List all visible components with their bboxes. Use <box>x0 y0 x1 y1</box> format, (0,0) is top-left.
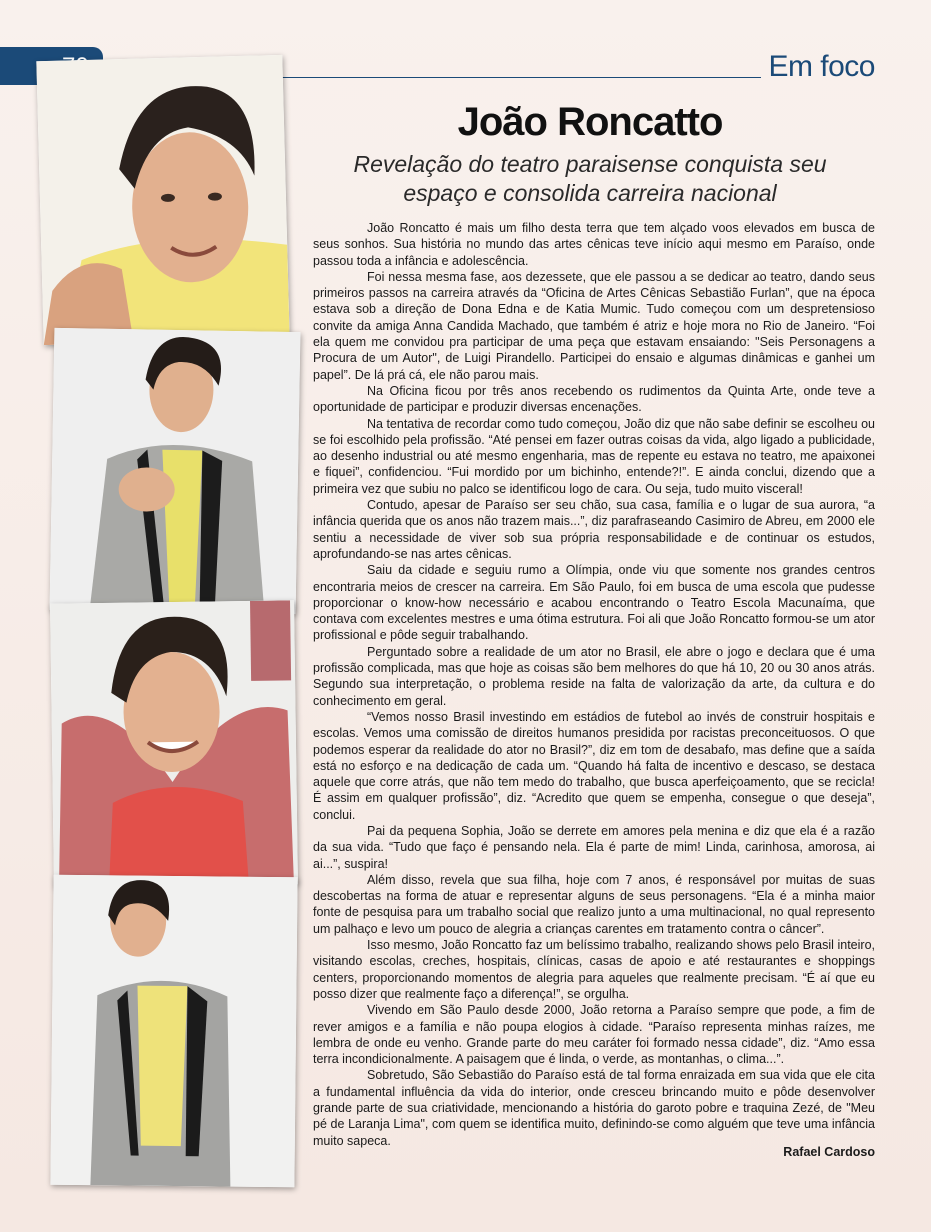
article-body <box>313 220 875 1149</box>
photo-portrait-2 <box>50 328 301 614</box>
subtitle-line-1: Revelação do teatro paraisense conquista seu <box>353 151 827 177</box>
paragraph: Na Oficina ficou por três anos recebendo os rudimentos da Quinta Arte, onde teve a oportunidade de participar e produzir diversas encenações. <box>313 383 875 415</box>
paragraph: Vivendo em São Paulo desde 2000, João retorna a Paraíso sempre que pode, a fim de rever amigos e a família e não poupa elogios à cidade. “Paraíso representa minhas raízes, me lembra de onde eu venho. Grande parte do meu caráter foi formado nessa cidade”, diz. “Amo essa terra incondicionalmente. A paisagem que é linda, o verde, as montanhas, o clima...”. <box>313 1003 875 1067</box>
subtitle-line-2: espaço e consolida carreira nacional <box>403 180 777 206</box>
paragraph: Contudo, apesar de Paraíso ser seu chão, sua casa, família e o lugar de sua aurora, “a infância querida que os anos não trazem mais...”, diz parafraseando Casimiro de Abreu, em 2000 ele sentiu a necessidade de viver sob sua própria responsabilidade e de continuar os estudos, aprofundando-se nas artes cênicas. <box>313 498 875 561</box>
paragraph: Isso mesmo, João Roncatto faz um belíssimo trabalho, realizando shows pelo Brasil inteiro, visitando escolas, creches, hospitais, clínicas, casas de apoio e até restaurantes e shoppings centers, proporcionando momentos de alegria para aqueles que realmente precisam. “É aí que eu posso dizer que realmente faço a diferença!”, se orgulha. <box>313 938 875 1001</box>
paragraph: Na tentativa de recordar como tudo começou, João diz que não sabe definir se escolheu ou se foi escolhido pela profissão. “Até pensei em fazer outras coisas da vida, algo ligado a publicidade, ao desenho industrial ou até mesmo engenharia, mas de repente eu estava no teatro, me apaixonei e fiquei”, confidenciou. “Fui mordido por um bichinho, entende?!”. E ainda conclui, dizendo que a primeira vez que subiu no palco se identificou logo de cara. Ou seja, tudo muito visceral! <box>313 416 875 496</box>
article-title: João Roncatto <box>457 100 723 144</box>
photo-portrait-3 <box>50 600 298 887</box>
paragraph: Foi nessa mesma fase, aos dezessete, que ele passou a se dedicar ao teatro, dando seus primeiros passos na carreira através da “Oficina de Artes Cênicas Sebastião Furlan”, que na época estava sob a direção de Dona Edna e de Katia Mumic. Tudo começou com um despretensioso convite da amiga Anna Candida Machado, que também é atriz e hoje mora no Rio de Janeiro. “Foi ela quem me convidou pra participar de uma peça que estavam ensaiando: "Seis Personagens a Procura de um Autor", de Luigi Pirandello. Participei do ensaio e algumas dinâmicas e ganhei um papel”. De lá prá cá, ele não parou mais. <box>313 269 875 382</box>
photo-portrait-4 <box>50 875 297 1188</box>
author-byline: Rafael Cardoso <box>783 1145 875 1159</box>
paragraph: Perguntado sobre a realidade de um ator no Brasil, ele abre o jogo e declara que é uma profissão complicada, mas que hoje as coisas são bem melhores do que há 10, 20 ou 30 anos atrás. Segundo sua interpretação, o problema reside na falta de valorização da arte, da cultura e do conhecimento em geral. <box>313 644 875 708</box>
paragraph: “Vemos nosso Brasil investindo em estádios de futebol ao invés de construir hospitais e escolas. Vemos uma comissão de direitos humanos presidida por racistas preconceituosos. O que podemos esperar da realidade do ator no Brasil?”, diz em tom de desabafo, mas define que a saída está no esforço e na dedicação de cada um. “Quando há falta de incentivo e descaso, se destaca aquele que corre atrás, que não tem medo do trabalho, que busca aperfeiçoamento, que se recicla! É assim em qualquer profissão”, diz. “Acredito que quem se empenha, consegue o que deseja”, conclui. <box>313 709 875 822</box>
paragraph: Além disso, revela que sua filha, hoje com 7 anos, é responsável por muitas de suas descobertas na forma de atuar e representar alguns de seus personagens. “Ela é a minha maior fonte de pesquisa para um trabalho social que realizo junto a uma multinacional, no qual represento um palhaço e levo um pouco de alegria a crianças carentes em tratamento contra o câncer”. <box>313 872 875 936</box>
paragraph: João Roncatto é mais um filho desta terra que tem alçado voos elevados em busca de seus sonhos. Sua história no mundo das artes cênicas teve início aqui mesmo em Paraíso, onde passou toda a infância e adolescência. <box>313 221 875 268</box>
section-title: Em foco <box>768 50 875 83</box>
paragraph: Pai da pequena Sophia, João se derrete em amores pela menina e diz que ela é a razão da sua vida. “Tudo que faço é pensando nela. Ela é parte de mim! Linda, carinhosa, amorosa, ai ai...”, suspira! <box>313 823 875 871</box>
article-subtitle <box>330 150 850 208</box>
paragraph: Saiu da cidade e seguiu rumo a Olímpia, onde viu que somente nos grandes centros encontraria meios de crescer na carreira. Em São Paulo, foi em busca de uma escola que pudesse proporcionar o know-how necessário e acabou encontrando o Teatro Escola Macunaíma, que contava com excelentes mestres e uma ótima estrutura. Foi ali que João Roncatto formou-se um ator profissional e pôde seguir trabalhando. <box>313 563 875 643</box>
paragraph: Sobretudo, São Sebastião do Paraíso está de tal forma enraizada em sua vida que ele cita a fundamental influência da vida do interior, onde cresceu brincando muito e pôde desenvolver grande parte de sua criatividade, mencionando a história do garoto pobre e traquina Zezé, de "Meu pé de Laranja Lima", com quem se identifica muito, definindo-se como alguém que teve uma infância muito sapeca. <box>313 1068 875 1148</box>
photo-portrait-1 <box>36 55 289 345</box>
